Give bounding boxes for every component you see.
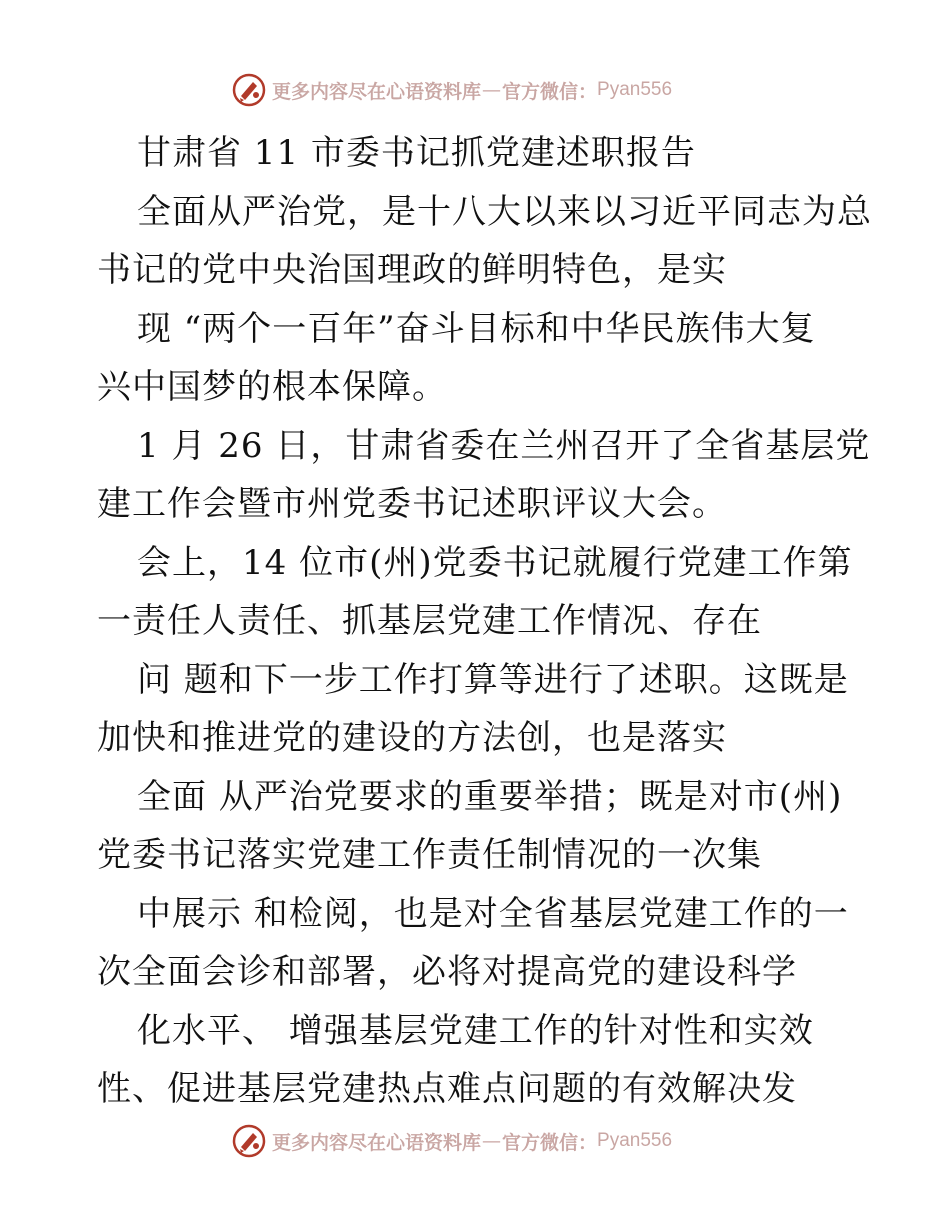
text-line: 建工作会暨市州党委书记述职评议大会。 (97, 484, 727, 524)
text-line: 化水平、 增强基层党建工作的针对性和实效 (137, 1010, 814, 1051)
banner-text: 更多内容尽在心语资料库 (272, 1131, 482, 1154)
footer-banner (232, 1121, 672, 1161)
text-line: 问 题和下一步工作打算等进行了述职。这既是 (137, 659, 849, 700)
text-line: 加快和推进党的建设的方法创，也是落实 (97, 718, 727, 758)
text-line: 1 月 26 日，甘肃省委在兰州召开了全省基层党 (137, 425, 871, 466)
wechat-id: Pyan556 (597, 79, 673, 100)
text-line: 现 “两个一百年”奋斗目标和中华民族伟大复 (137, 308, 816, 349)
text-line: 全面 从严治党要求的重要举措；既是对市(州) (137, 776, 843, 817)
text-line: 一责任人责任、抓基层党建工作情况、存在 (97, 601, 762, 641)
wechat-id: Pyan556 (597, 1130, 673, 1151)
text-line: 党委书记落实党建工作责任制情况的一次集 (97, 835, 762, 875)
logo-icon (232, 1124, 266, 1158)
wechat-label: 官方微信： (502, 80, 598, 103)
logo-icon (232, 73, 266, 107)
document-title: 甘肃省 11 市委书记抓党建述职报告 (137, 133, 696, 173)
text-line: 全面从严治党，是十八大以来以习近平同志为总 (137, 191, 872, 232)
text-line: 会上，14 位市(州)党委书记就履行党建工作第 (137, 542, 853, 583)
wechat-label: 官方微信： (502, 1131, 598, 1154)
document-body (97, 124, 872, 1119)
text-line: 书记的党中央治国理政的鲜明特色，是实 (97, 250, 727, 290)
banner-dash: — (482, 1130, 502, 1152)
banner-dash: — (482, 79, 502, 101)
text-line: 中展示 和检阅，也是对全省基层党建工作的一 (137, 893, 849, 934)
header-banner (232, 70, 672, 110)
text-line: 次全面会诊和部署，必将对提高党的建设科学 (97, 952, 797, 992)
text-line: 兴中国梦的根本保障。 (97, 367, 447, 407)
text-line: 性、促进基层党建热点难点问题的有效解决发 (97, 1069, 797, 1109)
banner-text: 更多内容尽在心语资料库 (272, 80, 482, 103)
